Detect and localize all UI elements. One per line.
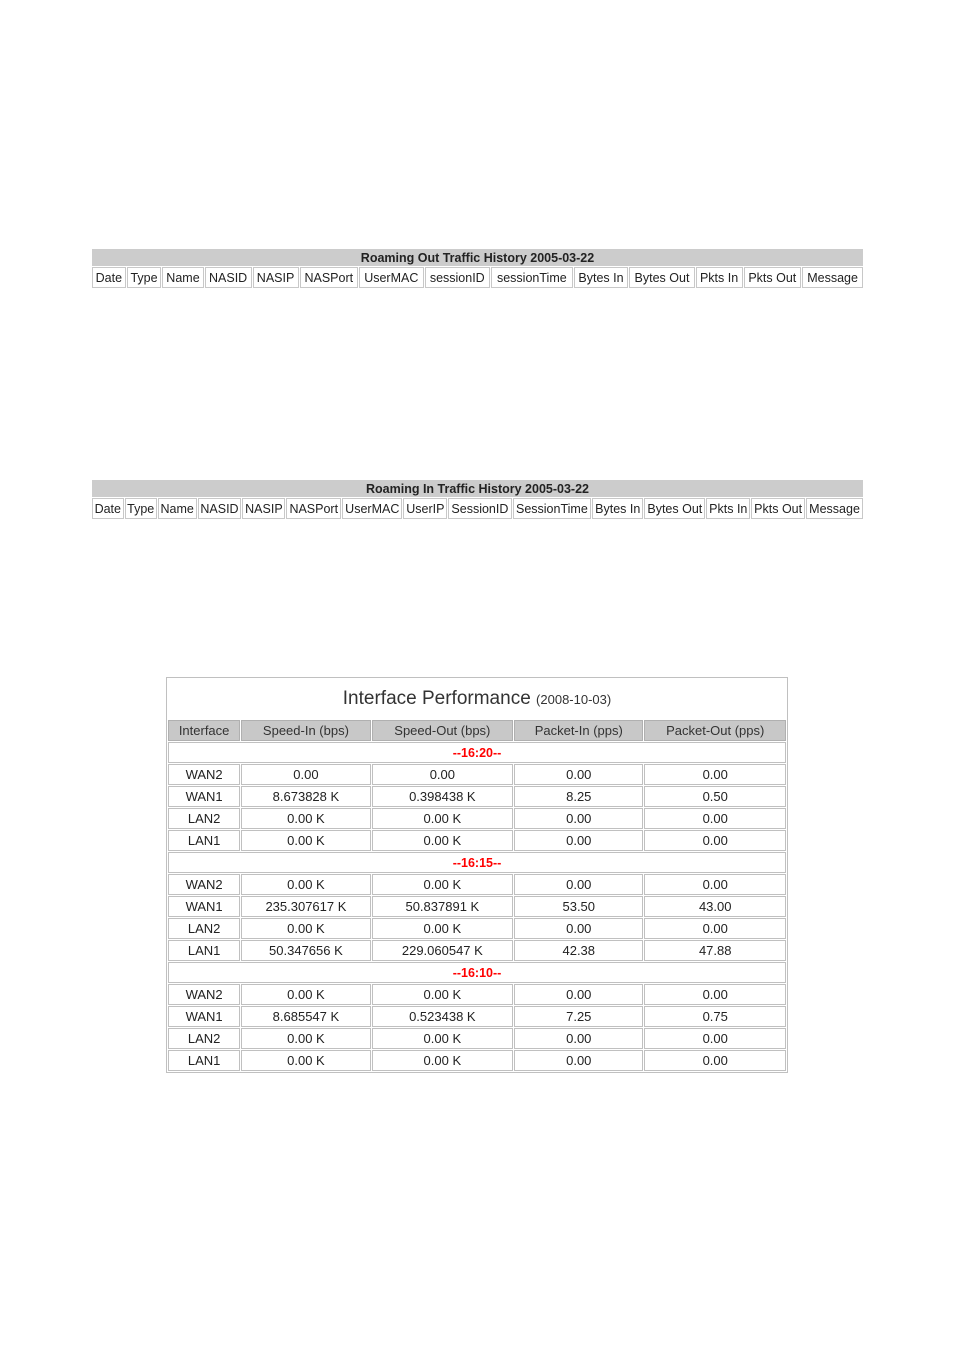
table-cell: 0.00 <box>644 874 786 895</box>
table-cell: 0.523438 K <box>372 1006 513 1027</box>
table-row <box>168 1050 786 1071</box>
table-cell: 0.00 <box>514 764 643 785</box>
table-cell: 0.00 K <box>372 830 513 851</box>
interface-performance-body <box>168 679 786 1071</box>
table-row <box>168 786 786 807</box>
time-label: --16:15-- <box>168 852 786 873</box>
table-row <box>168 896 786 917</box>
time-group-row <box>168 962 786 983</box>
table-row <box>168 1028 786 1049</box>
column-header: Name <box>162 267 203 288</box>
time-label: --16:10-- <box>168 962 786 983</box>
table-cell: 0.00 <box>644 764 786 785</box>
table-cell: 0.00 K <box>372 918 513 939</box>
roaming-out-header-row <box>92 267 863 288</box>
table-cell: LAN2 <box>168 918 240 939</box>
column-header: NASPort <box>300 267 358 288</box>
table-cell: WAN2 <box>168 984 240 1005</box>
table-cell: 0.00 <box>644 1028 786 1049</box>
table-cell: 0.50 <box>644 786 786 807</box>
column-header: Bytes In <box>574 267 629 288</box>
table-cell: 53.50 <box>514 896 643 917</box>
table-cell: LAN2 <box>168 1028 240 1049</box>
roaming-out-table <box>91 248 864 289</box>
column-header: Packet-Out (pps) <box>644 720 786 741</box>
column-header: Pkts Out <box>744 267 802 288</box>
time-group-row <box>168 852 786 873</box>
table-cell: 0.00 K <box>372 1028 513 1049</box>
table-row <box>168 764 786 785</box>
table-row <box>168 808 786 829</box>
table-cell: 0.00 K <box>372 808 513 829</box>
table-cell: 50.837891 K <box>372 896 513 917</box>
roaming-out-title: Roaming Out Traffic History 2005-03-22 <box>92 249 863 266</box>
column-header: NASIP <box>242 498 285 519</box>
column-header: NASIP <box>253 267 299 288</box>
column-header: Bytes Out <box>629 267 694 288</box>
table-cell: WAN2 <box>168 874 240 895</box>
column-header: NASPort <box>286 498 341 519</box>
column-header: UserIP <box>403 498 447 519</box>
table-cell: 0.00 <box>514 830 643 851</box>
table-cell: WAN1 <box>168 786 240 807</box>
table-cell: WAN1 <box>168 896 240 917</box>
table-cell: 0.00 <box>514 874 643 895</box>
roaming-out-title-row <box>92 249 863 266</box>
table-cell: 7.25 <box>514 1006 643 1027</box>
table-cell: 0.00 <box>241 764 370 785</box>
table-cell: 0.00 K <box>241 918 370 939</box>
column-header: Date <box>92 267 126 288</box>
table-cell: 50.347656 K <box>241 940 370 961</box>
column-header: sessionTime <box>491 267 573 288</box>
column-header: Pkts In <box>696 267 743 288</box>
column-header: Pkts Out <box>751 498 805 519</box>
column-header: Interface <box>168 720 240 741</box>
roaming-in-title: Roaming In Traffic History 2005-03-22 <box>92 480 863 497</box>
table-cell: 0.00 <box>644 1050 786 1071</box>
table-cell: LAN1 <box>168 830 240 851</box>
table-row <box>168 874 786 895</box>
table-cell: 43.00 <box>644 896 786 917</box>
column-header: Bytes Out <box>644 498 705 519</box>
table-cell: 0.00 <box>514 984 643 1005</box>
roaming-out-body <box>92 249 863 288</box>
roaming-in-title-row <box>92 480 863 497</box>
performance-title: Interface Performance <box>342 688 531 709</box>
table-cell: 0.00 <box>644 984 786 1005</box>
table-cell: 8.685547 K <box>241 1006 370 1027</box>
table-cell: 0.00 <box>514 808 643 829</box>
table-row <box>168 830 786 851</box>
column-header: Message <box>802 267 863 288</box>
column-header: Date <box>92 498 124 519</box>
table-cell: 42.38 <box>514 940 643 961</box>
column-header: NASID <box>205 267 252 288</box>
table-cell: 0.398438 K <box>372 786 513 807</box>
table-cell: 0.00 K <box>241 1050 370 1071</box>
column-header: SessionID <box>448 498 511 519</box>
column-header: Name <box>158 498 197 519</box>
performance-header-row <box>168 720 786 741</box>
column-header: Bytes In <box>592 498 643 519</box>
column-header: UserMAC <box>359 267 424 288</box>
column-header: Packet-In (pps) <box>514 720 643 741</box>
table-cell: 0.00 K <box>372 984 513 1005</box>
table-cell: LAN1 <box>168 940 240 961</box>
roaming-in-table <box>91 479 864 520</box>
table-cell: 47.88 <box>644 940 786 961</box>
table-row <box>168 918 786 939</box>
column-header: Type <box>127 267 162 288</box>
table-cell: 0.00 K <box>241 808 370 829</box>
performance-title-row <box>168 679 786 719</box>
column-header: Pkts In <box>706 498 750 519</box>
table-cell: 0.00 K <box>241 984 370 1005</box>
table-cell: 235.307617 K <box>241 896 370 917</box>
column-header: sessionID <box>425 267 490 288</box>
performance-date: (2008-10-03) <box>536 692 612 707</box>
table-cell: 0.00 <box>372 764 513 785</box>
table-cell: 0.00 K <box>241 1028 370 1049</box>
column-header: NASID <box>198 498 242 519</box>
column-header: SessionTime <box>513 498 592 519</box>
interface-performance-table <box>166 677 788 1073</box>
roaming-in-body <box>92 480 863 519</box>
table-cell: 0.00 <box>514 1050 643 1071</box>
table-cell: 0.00 <box>644 808 786 829</box>
table-cell: 0.00 K <box>241 874 370 895</box>
column-header: Message <box>806 498 863 519</box>
column-header: UserMAC <box>342 498 402 519</box>
table-row <box>168 940 786 961</box>
table-cell: LAN2 <box>168 808 240 829</box>
table-cell: 0.00 <box>514 1028 643 1049</box>
table-cell: 0.00 <box>644 918 786 939</box>
table-cell: 0.00 <box>644 830 786 851</box>
table-cell: LAN1 <box>168 1050 240 1071</box>
column-header: Speed-Out (bps) <box>372 720 513 741</box>
table-cell: 0.00 K <box>372 1050 513 1071</box>
table-cell: 8.25 <box>514 786 643 807</box>
time-group-row <box>168 742 786 763</box>
column-header: Type <box>125 498 157 519</box>
table-cell: WAN1 <box>168 1006 240 1027</box>
table-cell: 8.673828 K <box>241 786 370 807</box>
performance-title-cell <box>168 679 786 719</box>
table-cell: WAN2 <box>168 764 240 785</box>
time-label: --16:20-- <box>168 742 786 763</box>
table-row <box>168 1006 786 1027</box>
table-cell: 0.75 <box>644 1006 786 1027</box>
column-header: Speed-In (bps) <box>241 720 370 741</box>
table-cell: 0.00 <box>514 918 643 939</box>
roaming-in-header-row <box>92 498 863 519</box>
table-row <box>168 984 786 1005</box>
table-cell: 0.00 K <box>372 874 513 895</box>
table-cell: 0.00 K <box>241 830 370 851</box>
table-cell: 229.060547 K <box>372 940 513 961</box>
